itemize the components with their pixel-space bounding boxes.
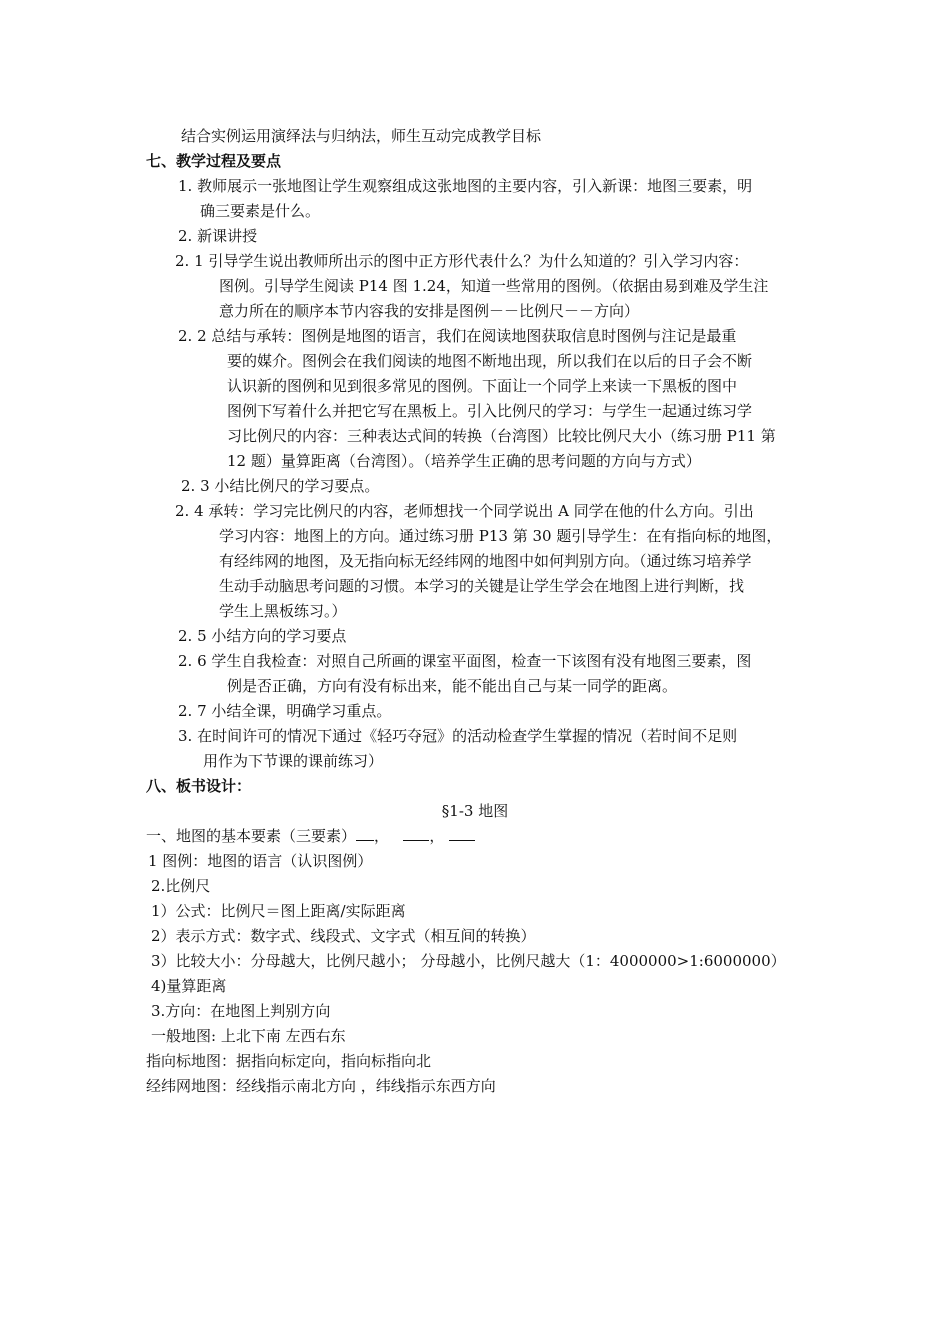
board-line: 指向标地图：据指向标定向，指向标指向北	[146, 1052, 432, 1070]
board-line: 一般地图: 上北下南 左西右东	[151, 1027, 346, 1045]
map-elements-line	[146, 826, 475, 846]
board-line: 2.比例尺	[151, 877, 211, 895]
section-8-heading: 八、板书设计：	[146, 777, 252, 795]
blank-separator: ，	[374, 827, 390, 845]
board-line: 4)量算距离	[151, 977, 227, 995]
map-elements-label: 一、地图的基本要素（三要素）	[146, 827, 357, 845]
process-line: 图例下写着什么并把它写在黑板上。引入比例尺的学习：与学生一起通过练习学	[227, 402, 753, 420]
board-line: 2）表示方式：数字式、线段式、文字式（相互间的转换）	[151, 927, 536, 945]
process-line: 用作为下节课的课前练习）	[203, 752, 384, 770]
process-line: 1. 教师展示一张地图让学生观察组成这张地图的主要内容，引入新课：地图三要素，明	[178, 177, 753, 195]
process-line: 确三要素是什么。	[200, 202, 321, 220]
blank-separator: ，	[429, 827, 445, 845]
board-line: 3.方向：在地图上判别方向	[151, 1002, 331, 1020]
process-line: 学习内容：地图上的方向。通过练习册 P13 第 30 题引导学生：在有指向标的地图，	[219, 527, 782, 545]
process-line: 2. 5 小结方向的学习要点	[178, 627, 347, 645]
process-line: 要的媒介。图例会在我们阅读的地图不断地出现，所以我们在以后的日子会不断	[227, 352, 753, 370]
process-line: 2. 6 学生自我检查：对照自己所画的课室平面图，检查一下该图有没有地图三要素，图	[178, 652, 752, 670]
process-line: 认识新的图例和见到很多常见的图例。下面让一个同学上来读一下黑板的图中	[227, 377, 738, 395]
answer-blank	[449, 826, 475, 841]
board-line: 3）比较大小：分母越大，比例尺越小； 分母越小，比例尺越大（1：4000000>1:6000000）	[151, 952, 786, 970]
process-line: 3. 在时间许可的情况下通过《轻巧夺冠》的活动检查学生掌握的情况（若时间不足则	[178, 727, 738, 745]
intro-line: 结合实例运用演绎法与归纳法，师生互动完成教学目标	[181, 127, 542, 145]
board-line: 1 图例：地图的语言（认识图例）	[148, 852, 373, 870]
process-line: 例是否正确，方向有没有标出来，能不能出自己与某一同学的距离。	[227, 677, 678, 695]
process-line: 有经纬网的地图，及无指向标无经纬网的地图中如何判别方向。（通过练习培养学	[219, 552, 752, 570]
process-line: 学生上黑板练习。）	[219, 602, 347, 620]
board-title: §1-3 地图	[441, 802, 509, 820]
process-line: 2. 2 总结与承转：图例是地图的语言，我们在阅读地图获取信息时图例与注记是最重	[178, 327, 737, 345]
process-line: 12 题）量算距离（台湾图）。（培养学生正确的思考问题的方向与方式）	[227, 452, 701, 470]
board-line: 经纬网地图：经线指示南北方向 ，纬线指示东西方向	[146, 1077, 496, 1095]
section-7-heading: 七、教学过程及要点	[146, 152, 282, 170]
process-line: 意力所在的顺序本节内容我的安排是图例－－比例尺－－方向）	[219, 302, 640, 320]
process-line: 2. 1 引导学生说出教师所出示的图中正方形代表什么？为什么知道的？引入学习内容：	[175, 252, 749, 270]
process-line: 2. 新课讲授	[178, 227, 258, 245]
process-line: 2. 7 小结全课，明确学习重点。	[178, 702, 392, 720]
process-line: 习比例尺的内容：三种表达式间的转换（台湾图）比较比例尺大小（练习册 P11 第	[227, 427, 776, 445]
answer-blank	[356, 826, 374, 841]
process-line: 2. 4 承转：学习完比例尺的内容，老师想找一个同学说出 A 同学在他的什么方向。引出	[175, 502, 754, 520]
process-line: 图例。引导学生阅读 P14 图 1.24，知道一些常用的图例。（依据由易到难及学生注	[219, 277, 769, 295]
answer-blank	[403, 826, 429, 841]
process-line: 2. 3 小结比例尺的学习要点。	[181, 477, 380, 495]
board-line: 1）公式：比例尺＝图上距离/实际距离	[151, 902, 406, 920]
process-line: 生动手动脑思考问题的习惯。本学习的关键是让学生学会在地图上进行判断，找	[219, 577, 745, 595]
